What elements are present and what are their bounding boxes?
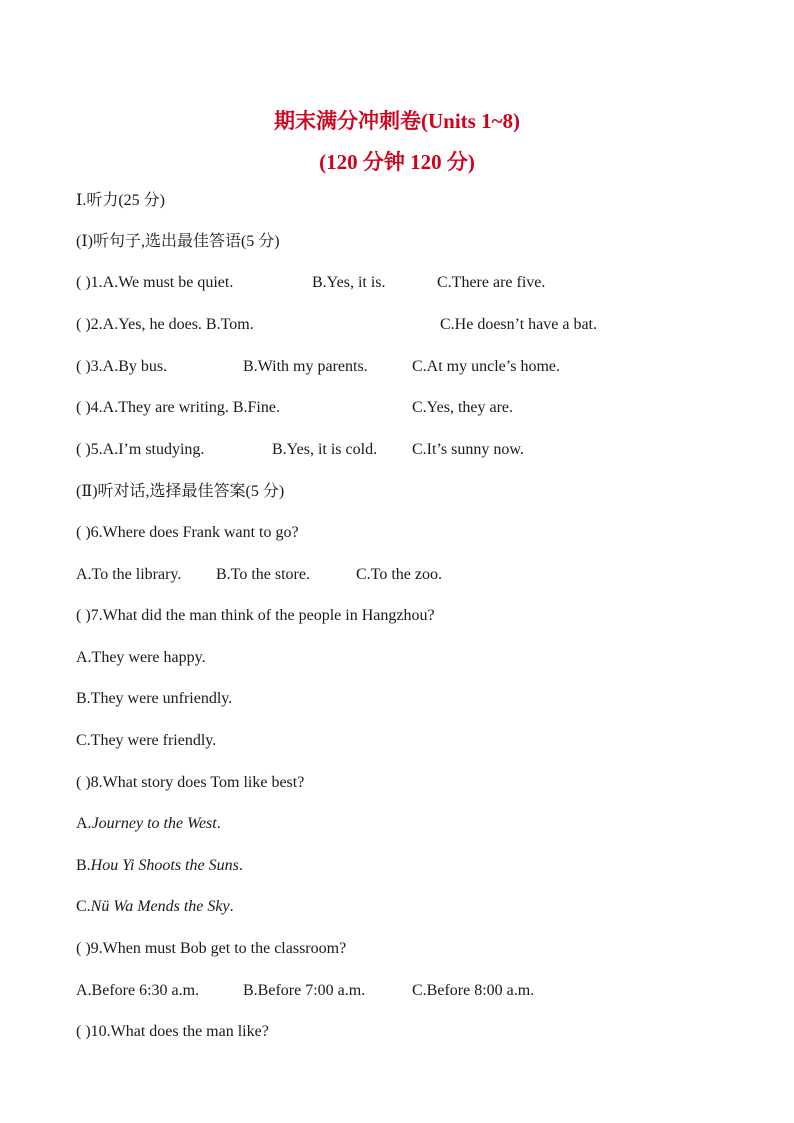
question-2-option-c: C.He doesn’t have a bat.: [440, 316, 597, 333]
question-1: [76, 273, 716, 293]
exam-subtitle: (120 分钟 120 分): [319, 150, 475, 174]
question-8-option-a: [76, 814, 221, 834]
question-2-stem: ( )2.A.Yes, he does. B.Tom.: [76, 316, 254, 333]
question-3-stem: ( )3.A.By bus.: [76, 358, 168, 375]
question-7-option-a: A.They were happy.: [76, 649, 206, 666]
question-9-stem: ( )9.When must Bob get to the classroom?: [76, 940, 347, 957]
question-4-option-c: C.Yes, they are.: [412, 399, 514, 416]
question-3: [76, 357, 716, 377]
period: .: [238, 857, 243, 874]
question-5-option-b: B.Yes, it is cold.: [272, 441, 378, 458]
question-1-option-b: B.Yes, it is.: [312, 274, 386, 291]
question-9-option-c: C.Before 8:00 a.m.: [412, 982, 535, 999]
story-title: Nü Wa Mends the Sky: [90, 898, 230, 915]
question-8-option-c: [76, 897, 234, 917]
option-letter: B.: [76, 857, 91, 874]
period: .: [216, 815, 221, 832]
question-6-stem: ( )6.Where does Frank want to go?: [76, 524, 299, 541]
question-9-option-a: A.Before 6:30 a.m.: [76, 982, 200, 999]
question-7-stem: ( )7.What did the man think of the people in Hangzhou?: [76, 607, 435, 624]
question-9-option-b: B.Before 7:00 a.m.: [243, 982, 366, 999]
question-4-stem: ( )4.A.They are writing. B.Fine.: [76, 399, 280, 416]
part-heading: (Ⅰ)听句子,选出最佳答语(5 分): [76, 233, 280, 250]
story-title: Journey to the West: [91, 815, 217, 832]
question-10-stem: ( )10.What does the man like?: [76, 1023, 269, 1040]
option-letter: A.: [76, 815, 92, 832]
question-1-stem: ( )1.A.We must be quiet.: [76, 274, 234, 291]
question-3-option-b: B.With my parents.: [243, 358, 368, 375]
question-5-stem: ( )5.A.I’m studying.: [76, 441, 205, 458]
question-6-option-c: C.To the zoo.: [356, 566, 442, 583]
question-4: [76, 398, 716, 418]
question-6-option-b: B.To the store.: [216, 566, 310, 583]
section-heading: Ⅰ.听力(25 分): [76, 192, 165, 209]
story-title: Hou Yi Shoots the Suns: [90, 857, 239, 874]
question-9-options: [76, 981, 716, 1001]
question-2: [76, 315, 716, 335]
question-7-option-b: B.They were unfriendly.: [76, 690, 233, 707]
part-heading: (Ⅱ)听对话,选择最佳答案(5 分): [76, 483, 285, 500]
question-1-option-c: C.There are five.: [437, 274, 546, 291]
question-8-option-b: [76, 856, 243, 876]
question-6-option-a: A.To the library.: [76, 566, 182, 583]
question-6-options: [76, 565, 716, 585]
period: .: [229, 898, 234, 915]
exam-title: 期末满分冲刺卷(Units 1~8): [273, 109, 520, 133]
question-5-option-c: C.It’s sunny now.: [412, 441, 524, 458]
question-8-stem: ( )8.What story does Tom like best?: [76, 774, 305, 791]
question-5: [76, 440, 716, 460]
question-3-option-c: C.At my uncle’s home.: [412, 358, 560, 375]
option-letter: C.: [76, 898, 91, 915]
question-7-option-c: C.They were friendly.: [76, 732, 217, 749]
